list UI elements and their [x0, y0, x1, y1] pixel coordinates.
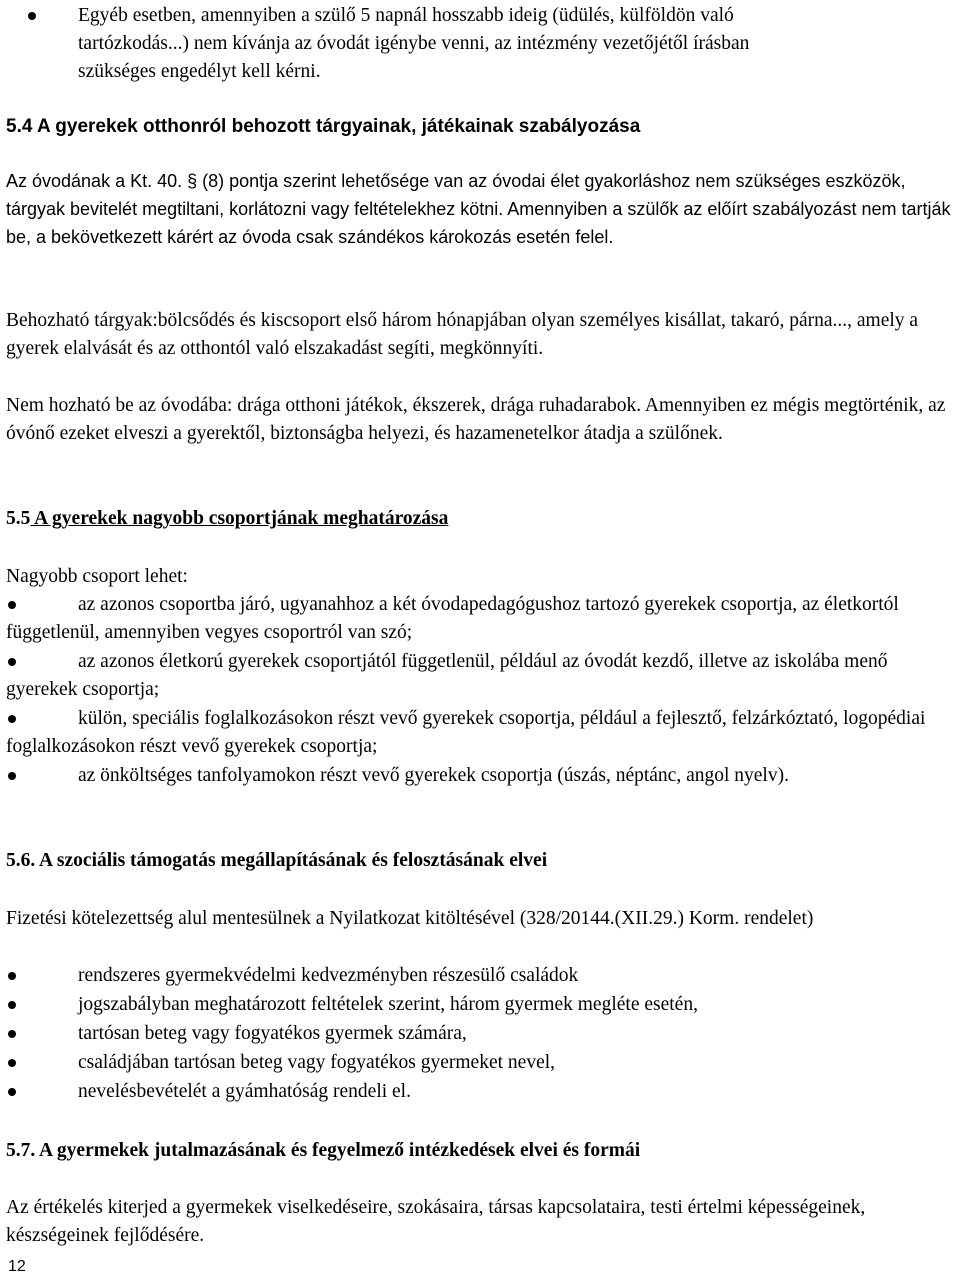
list-item-text: rendszeres gyermekvédelmi kedvezményben részesülő családok — [78, 965, 579, 986]
section-heading-5-7: 5.7. A gyermekek jutalmazásának és fegyelmező intézkedések elvei és formái — [6, 1140, 641, 1161]
list-item — [6, 1049, 946, 1078]
list-item-text: családjában tartósan beteg vagy fogyatékos gyermeket nevel, — [78, 1052, 556, 1073]
paragraph: Fizetési kötelezettség alul mentesülnek a Nyilatkozat kitöltésével (328/20144.(XII.29.) Korm. rendelet) — [6, 908, 814, 929]
section-title: A gyerekek nagyobb csoportjának meghatározása — [30, 508, 449, 529]
list-item-text: az azonos csoportba járó, ugyanahhoz a két óvodapedagógushoz tartozó gyerekek csoportja, az életkortól függetlenül, amennyiben vegyes csoportról van szó; — [6, 594, 899, 643]
intro-bullet-line1: Egyéb esetben, amennyiben a szülő 5 napnál hosszabb ideig (üdülés, külföldön való — [78, 5, 734, 26]
list-item — [6, 2, 960, 86]
section-heading-5-4 — [6, 113, 640, 141]
list-item — [6, 762, 951, 790]
bullet-icon — [8, 972, 16, 980]
list-item-text: jogszabályban meghatározott feltételek szerint, három gyermek megléte esetén, — [78, 994, 698, 1015]
section-title: A gyerekek otthonról behozott tárgyainak, játékainak szabályozása — [32, 116, 641, 137]
list-item — [6, 1078, 946, 1107]
list-item — [6, 991, 946, 1020]
list-item — [6, 962, 946, 991]
paragraph: Nem hozható be az óvodába: drága otthoni játékok, ékszerek, drága ruhadarabok. Amennyiben ez mégis megtörténik, az óvónő ezeket elveszi a gyerektől, biztonságba helyezi, és hazamenetelkor átadja a szülőnek. — [6, 395, 946, 444]
intro-bullet-line2: tartózkodás...) nem kívánja az óvodát igénybe venni, az intézmény vezetőjétől írásban — [78, 33, 750, 54]
page-number: 12 — [8, 1258, 26, 1275]
intro-bullet-line3: szükséges engedélyt kell kérni. — [78, 61, 321, 82]
section-heading-5-6: 5.6. A szociális támogatás megállapításának és felosztásának elvei — [6, 850, 548, 871]
bullet-icon — [8, 1030, 16, 1038]
bullet-icon — [8, 601, 16, 609]
list-item-text: az azonos életkorú gyerekek csoportjától függetlenül, például az óvodát kezdő, illetve az iskolába menő gyerekek csoportja; — [6, 651, 888, 700]
list-item-text: nevelésbevételét a gyámhatóság rendeli el. — [78, 1081, 411, 1102]
list-item-text: tartósan beteg vagy fogyatékos gyermek számára, — [78, 1023, 467, 1044]
paragraph: Az óvodának a Kt. 40. § (8) pontja szerint lehetősége van az óvodai élet gyakorláshoz nem szükséges eszközök, tárgyak bevitelét megtiltani, korlátozni vagy feltételekhez kötni. Amennyiben a szülők az előírt szabályozást nem tartják be, a bekövetkezett kárért az óvoda csak szándékos károkozás esetén felel. — [6, 171, 951, 247]
group-list — [6, 591, 951, 790]
bullet-icon — [8, 1059, 16, 1067]
bullet-icon — [8, 1001, 16, 1009]
section-number: 5.4 — [6, 116, 33, 137]
bullet-icon — [8, 658, 16, 666]
list-intro: Nagyobb csoport lehet: — [6, 566, 188, 587]
list-item — [6, 1020, 946, 1049]
bullet-icon — [8, 1088, 16, 1096]
list-item-text: az önköltséges tanfolyamokon részt vevő gyerekek csoportja (úszás, néptánc, angol nyelv). — [78, 765, 789, 786]
bullet-icon — [28, 12, 36, 20]
bullet-icon — [8, 772, 16, 780]
list-item — [6, 648, 951, 704]
exemption-list — [6, 962, 946, 1107]
bullet-icon — [8, 715, 16, 723]
paragraph: Az értékelés kiterjed a gyermekek viselkedéseire, szokásaira, társas kapcsolataira, testi értelmi képességeinek, készségeinek fejlődésére. — [6, 1197, 866, 1246]
paragraph: Behozható tárgyak:bölcsődés és kiscsoport első három hónapjában olyan személyes kisállat, takaró, párna..., amely a gyerek elalvását és az otthontól való elszakadást segíti, megkönnyíti. — [6, 310, 919, 359]
list-item — [6, 591, 951, 647]
section-number: 5.5 — [6, 508, 31, 529]
section-heading-5-5 — [6, 505, 448, 533]
list-item — [6, 705, 951, 761]
list-item-text: külön, speciális foglalkozásokon részt vevő gyerekek csoportja, például a fejlesztő, felzárkóztató, logopédiai foglalkozásokon részt vevő gyerekek csoportja; — [6, 708, 926, 757]
